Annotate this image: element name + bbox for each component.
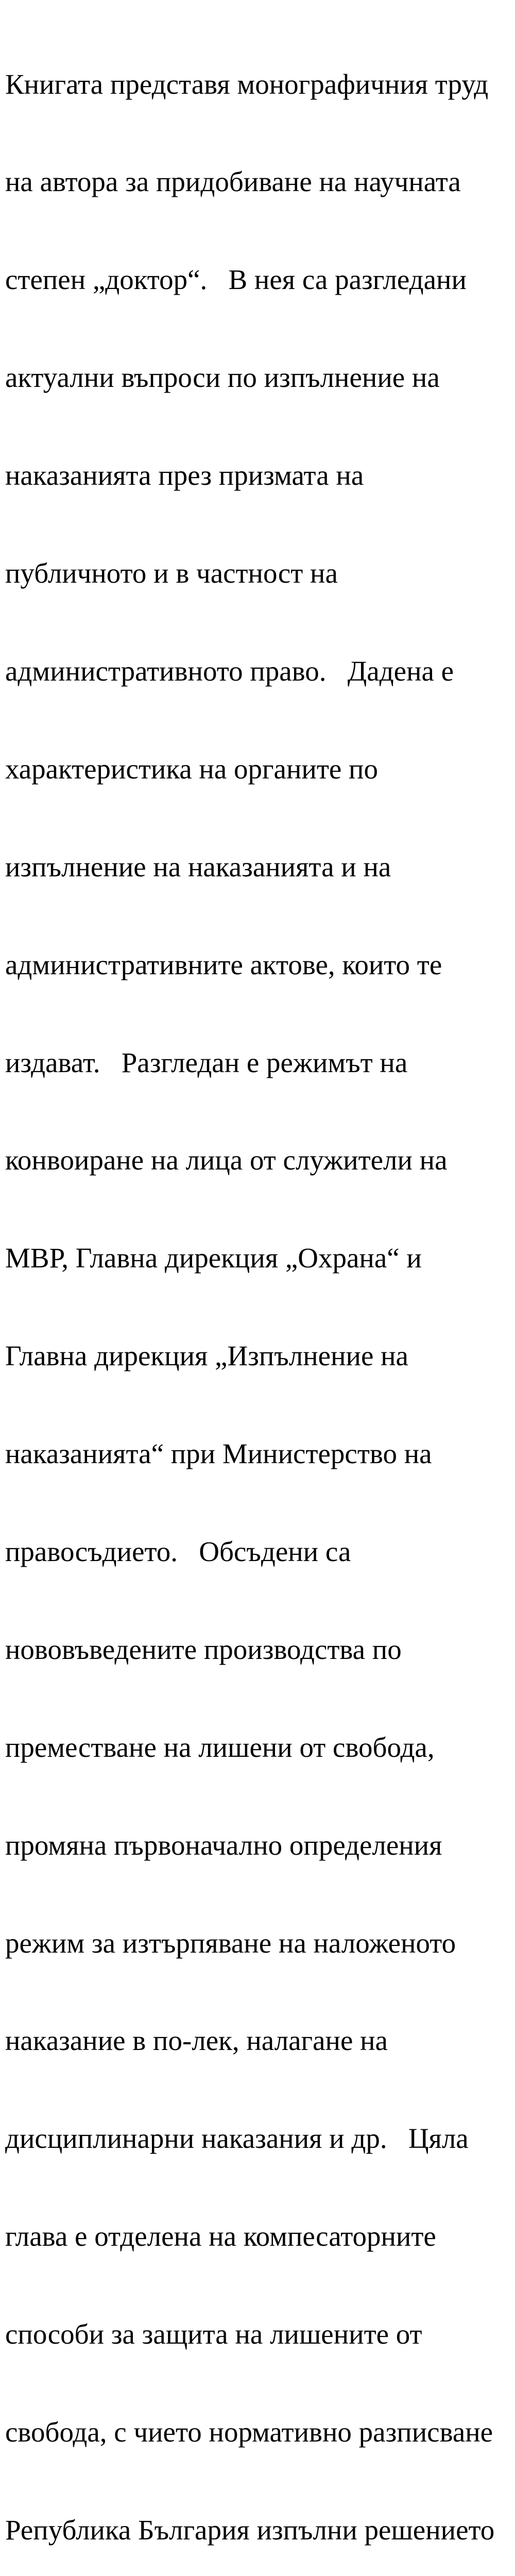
text-line: характеристика на органите по bbox=[5, 753, 378, 785]
text-line: глава е отделена на компесаторните bbox=[5, 2221, 436, 2252]
text-line: наказанията през призмата на bbox=[5, 460, 364, 492]
text-line: Република България изпълни решението bbox=[5, 2514, 495, 2546]
text-line: степен „доктор“. В нея са разгледани bbox=[5, 264, 467, 296]
book-description bbox=[5, 3, 512, 2576]
text-line: на автора за придобиване на научната bbox=[5, 166, 461, 198]
text-line: Книгата представя монографичния труд bbox=[5, 68, 489, 100]
text-line: изпълнение на наказанията и на bbox=[5, 851, 391, 883]
text-line: дисциплинарни наказания и др. Цяла bbox=[5, 2123, 469, 2155]
text-line: преместване на лишени от свобода, bbox=[5, 1731, 435, 1763]
text-line: режим за изтърпяване на наложеното bbox=[5, 1927, 456, 1959]
text-line: конвоиране на лица от служители на bbox=[5, 1144, 448, 1176]
text-line: административните актове, които те bbox=[5, 948, 442, 980]
text-line: свобода, с чието нормативно разписване bbox=[5, 2416, 493, 2448]
text-line: Главна дирекция „Изпълнение на bbox=[5, 1340, 408, 1372]
text-line: публичното и в частност на bbox=[5, 557, 338, 589]
text-line: промяна първоначално определения bbox=[5, 1829, 442, 1861]
text-line: нововъведените производства по bbox=[5, 1633, 402, 1665]
text-line: издават. Разгледан е режимът на bbox=[5, 1046, 408, 1078]
text-line: способи за защита на лишените от bbox=[5, 2318, 422, 2350]
text-line: правосъдието. Обсъдени са bbox=[5, 1535, 351, 1567]
text-line: наказание в по-лек, налагане на bbox=[5, 2025, 388, 2057]
text-line: МВР, Главна дирекция „Охрана“ и bbox=[5, 1242, 422, 1274]
text-line: административното право. Дадена е bbox=[5, 655, 454, 687]
text-line: актуални въпроси по изпълнение на bbox=[5, 362, 440, 394]
text-line: наказанията“ при Министерство на bbox=[5, 1438, 432, 1470]
